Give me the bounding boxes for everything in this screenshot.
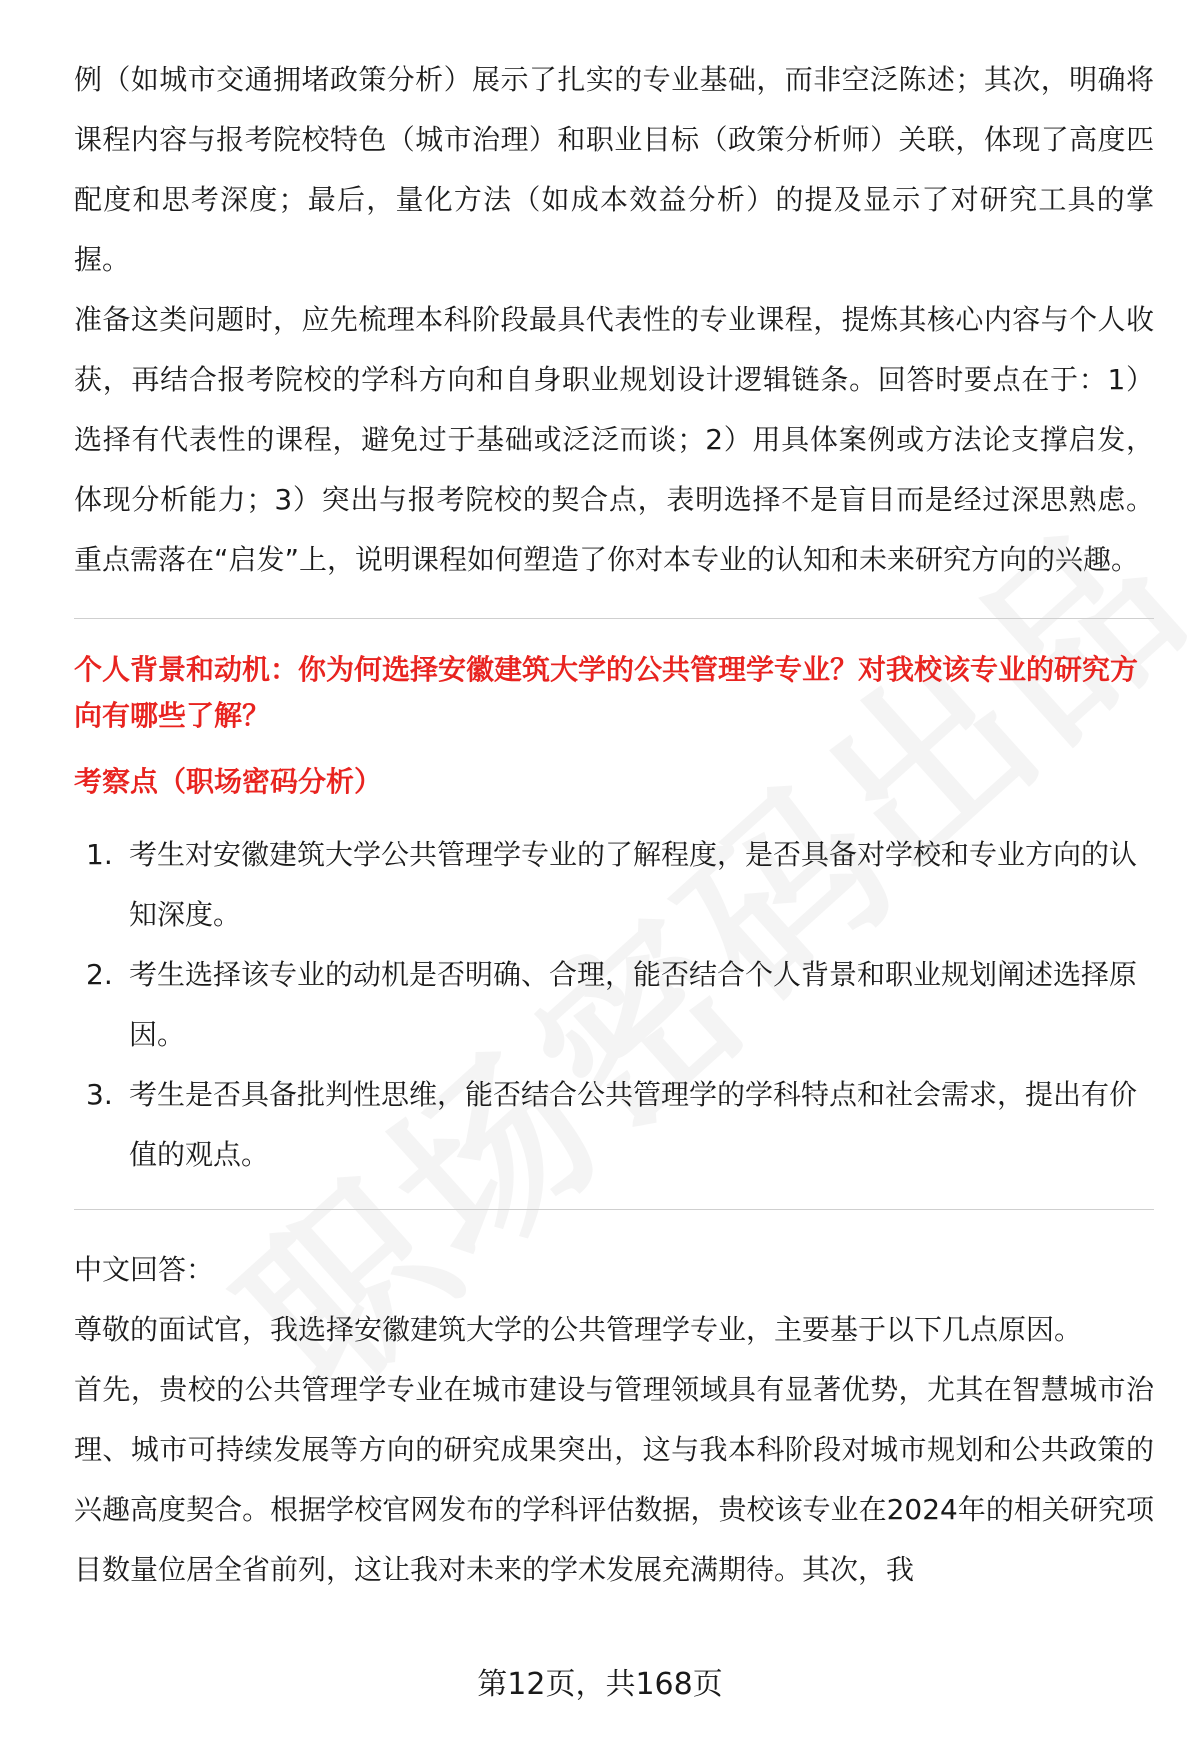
answer-label: 中文回答：: [74, 1253, 215, 1286]
focus-point-number: 2.: [86, 958, 113, 991]
page-footer: 第12页，共168页: [477, 1667, 723, 1702]
focus-point-text: 考生对安徽建筑大学公共管理学专业的了解程度，是否具备对学校和专业方向的认知深度。: [129, 838, 1138, 931]
intro-paragraph-1: 例（如城市交通拥堵政策分析）展示了扎实的专业基础，而非空泛陈述；其次，明确将课程内容与报考院校特色（城市治理）和职业目标（政策分析师）关联，体现了高度匹配度和思考深度；最后，量化方法（如成本效益分析）的提及显示了对研究工具的掌握。: [74, 63, 1154, 276]
focus-point-number: 1.: [86, 838, 113, 871]
intro-paragraph-2: 准备这类问题时，应先梳理本科阶段最具代表性的专业课程，提炼其核心内容与个人收获，再结合报考院校的学科方向和自身职业规划设计逻辑链条。回答时要点在于：1）选择有代表性的课程，避免过于基础或泛泛而谈；2）用具体案例或方法论支撑启发，体现分析能力；3）突出与报考院校的契合点，表明选择不是盲目而是经过深思熟虑。重点需落在“启发”上，说明课程如何塑造了你对本专业的认知和未来研究方向的兴趣。: [74, 303, 1154, 576]
focus-point-1: [74, 825, 1154, 945]
focus-point-number: 3.: [86, 1078, 113, 1111]
focus-point-2: [74, 945, 1154, 1065]
answer-line-1: 尊敬的面试官，我选择安徽建筑大学的公共管理学专业，主要基于以下几点原因。: [74, 1313, 1083, 1346]
focus-point-text: 考生是否具备批判性思维，能否结合公共管理学的学科特点和社会需求，提出有价值的观点。: [129, 1078, 1138, 1171]
focus-heading: 考察点（职场密码分析）: [74, 765, 383, 798]
document-page: [74, 50, 1154, 1600]
focus-points-list: [74, 825, 1154, 1185]
focus-point-3: [74, 1065, 1154, 1185]
focus-point-text: 考生选择该专业的动机是否明确、合理，能否结合个人背景和职业规划阐述选择原因。: [129, 958, 1138, 1051]
answer-line-2: 首先，贵校的公共管理学专业在城市建设与管理领域具有显著优势，尤其在智慧城市治理、城市可持续发展等方向的研究成果突出，这与我本科阶段对城市规划和公共政策的兴趣高度契合。根据学校官网发布的学科评估数据，贵校该专业在2024年的相关研究项目数量位居全省前列，这让我对未来的学术发展充满期待。其次，我: [74, 1373, 1154, 1586]
question-title: 个人背景和动机：你为何选择安徽建筑大学的公共管理学专业？对我校该专业的研究方向有哪些了解？: [74, 653, 1139, 732]
